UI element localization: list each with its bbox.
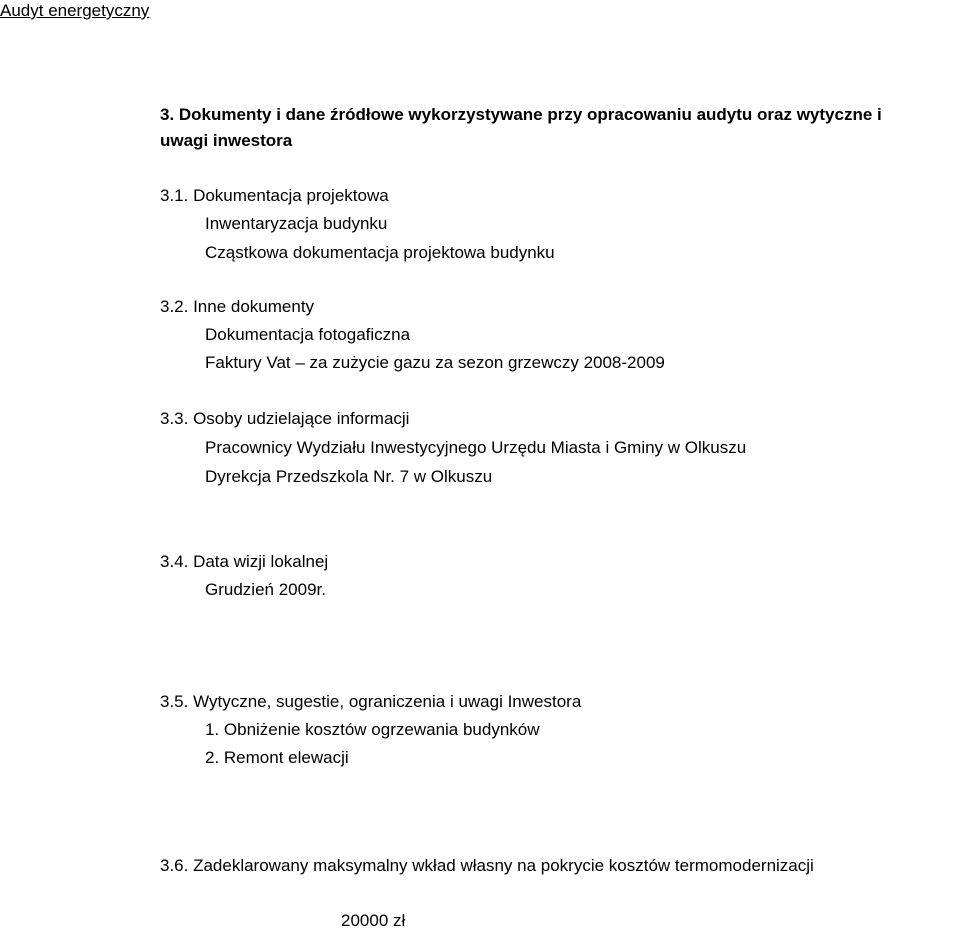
section-3-5-item: 1. Obniżenie kosztów ogrzewania budynków	[205, 720, 540, 739]
section-3-6-title: 3.6. Zadeklarowany maksymalny wkład własny na pokrycie kosztów termomodernizacji	[160, 856, 814, 875]
section-3-3-title: 3.3. Osoby udzielające informacji	[160, 409, 410, 428]
section-3-heading-line-2: uwagi inwestora	[160, 131, 293, 150]
section-3-5-item: 2. Remont elewacji	[205, 748, 349, 767]
section-3-1-item: Cząstkowa dokumentacja projektowa budynku	[205, 243, 555, 262]
section-3-1-title: 3.1. Dokumentacja projektowa	[160, 186, 389, 205]
section-3-3-item: Dyrekcja Przedszkola Nr. 7 w Olkuszu	[205, 467, 493, 486]
section-3-5-title: 3.5. Wytyczne, sugestie, ograniczenia i uwagi Inwestora	[160, 692, 582, 711]
section-3-heading-line-1: 3. Dokumenty i dane źródłowe wykorzystywane przy opracowaniu audytu oraz wytyczne i	[160, 105, 882, 124]
section-3-4-item: Grudzień 2009r.	[205, 580, 326, 599]
section-3-heading	[160, 102, 960, 154]
section-3-2-item: Faktury Vat – za zużycie gazu za sezon grzewczy 2008-2009	[205, 353, 665, 372]
section-3-4-title: 3.4. Data wizji lokalnej	[160, 552, 329, 571]
section-3-1-item: Inwentaryzacja budynku	[205, 214, 388, 233]
section-3-3-item: Pracownicy Wydziału Inwestycyjnego Urzędu Miasta i Gminy w Olkuszu	[205, 438, 747, 457]
section-3-6-value: 20000 zł	[341, 911, 406, 930]
section-3-2-item: Dokumentacja fotogaficzna	[205, 325, 411, 344]
document-header-title: Audyt energetyczny	[0, 1, 150, 20]
section-3-2-title: 3.2. Inne dokumenty	[160, 297, 315, 316]
